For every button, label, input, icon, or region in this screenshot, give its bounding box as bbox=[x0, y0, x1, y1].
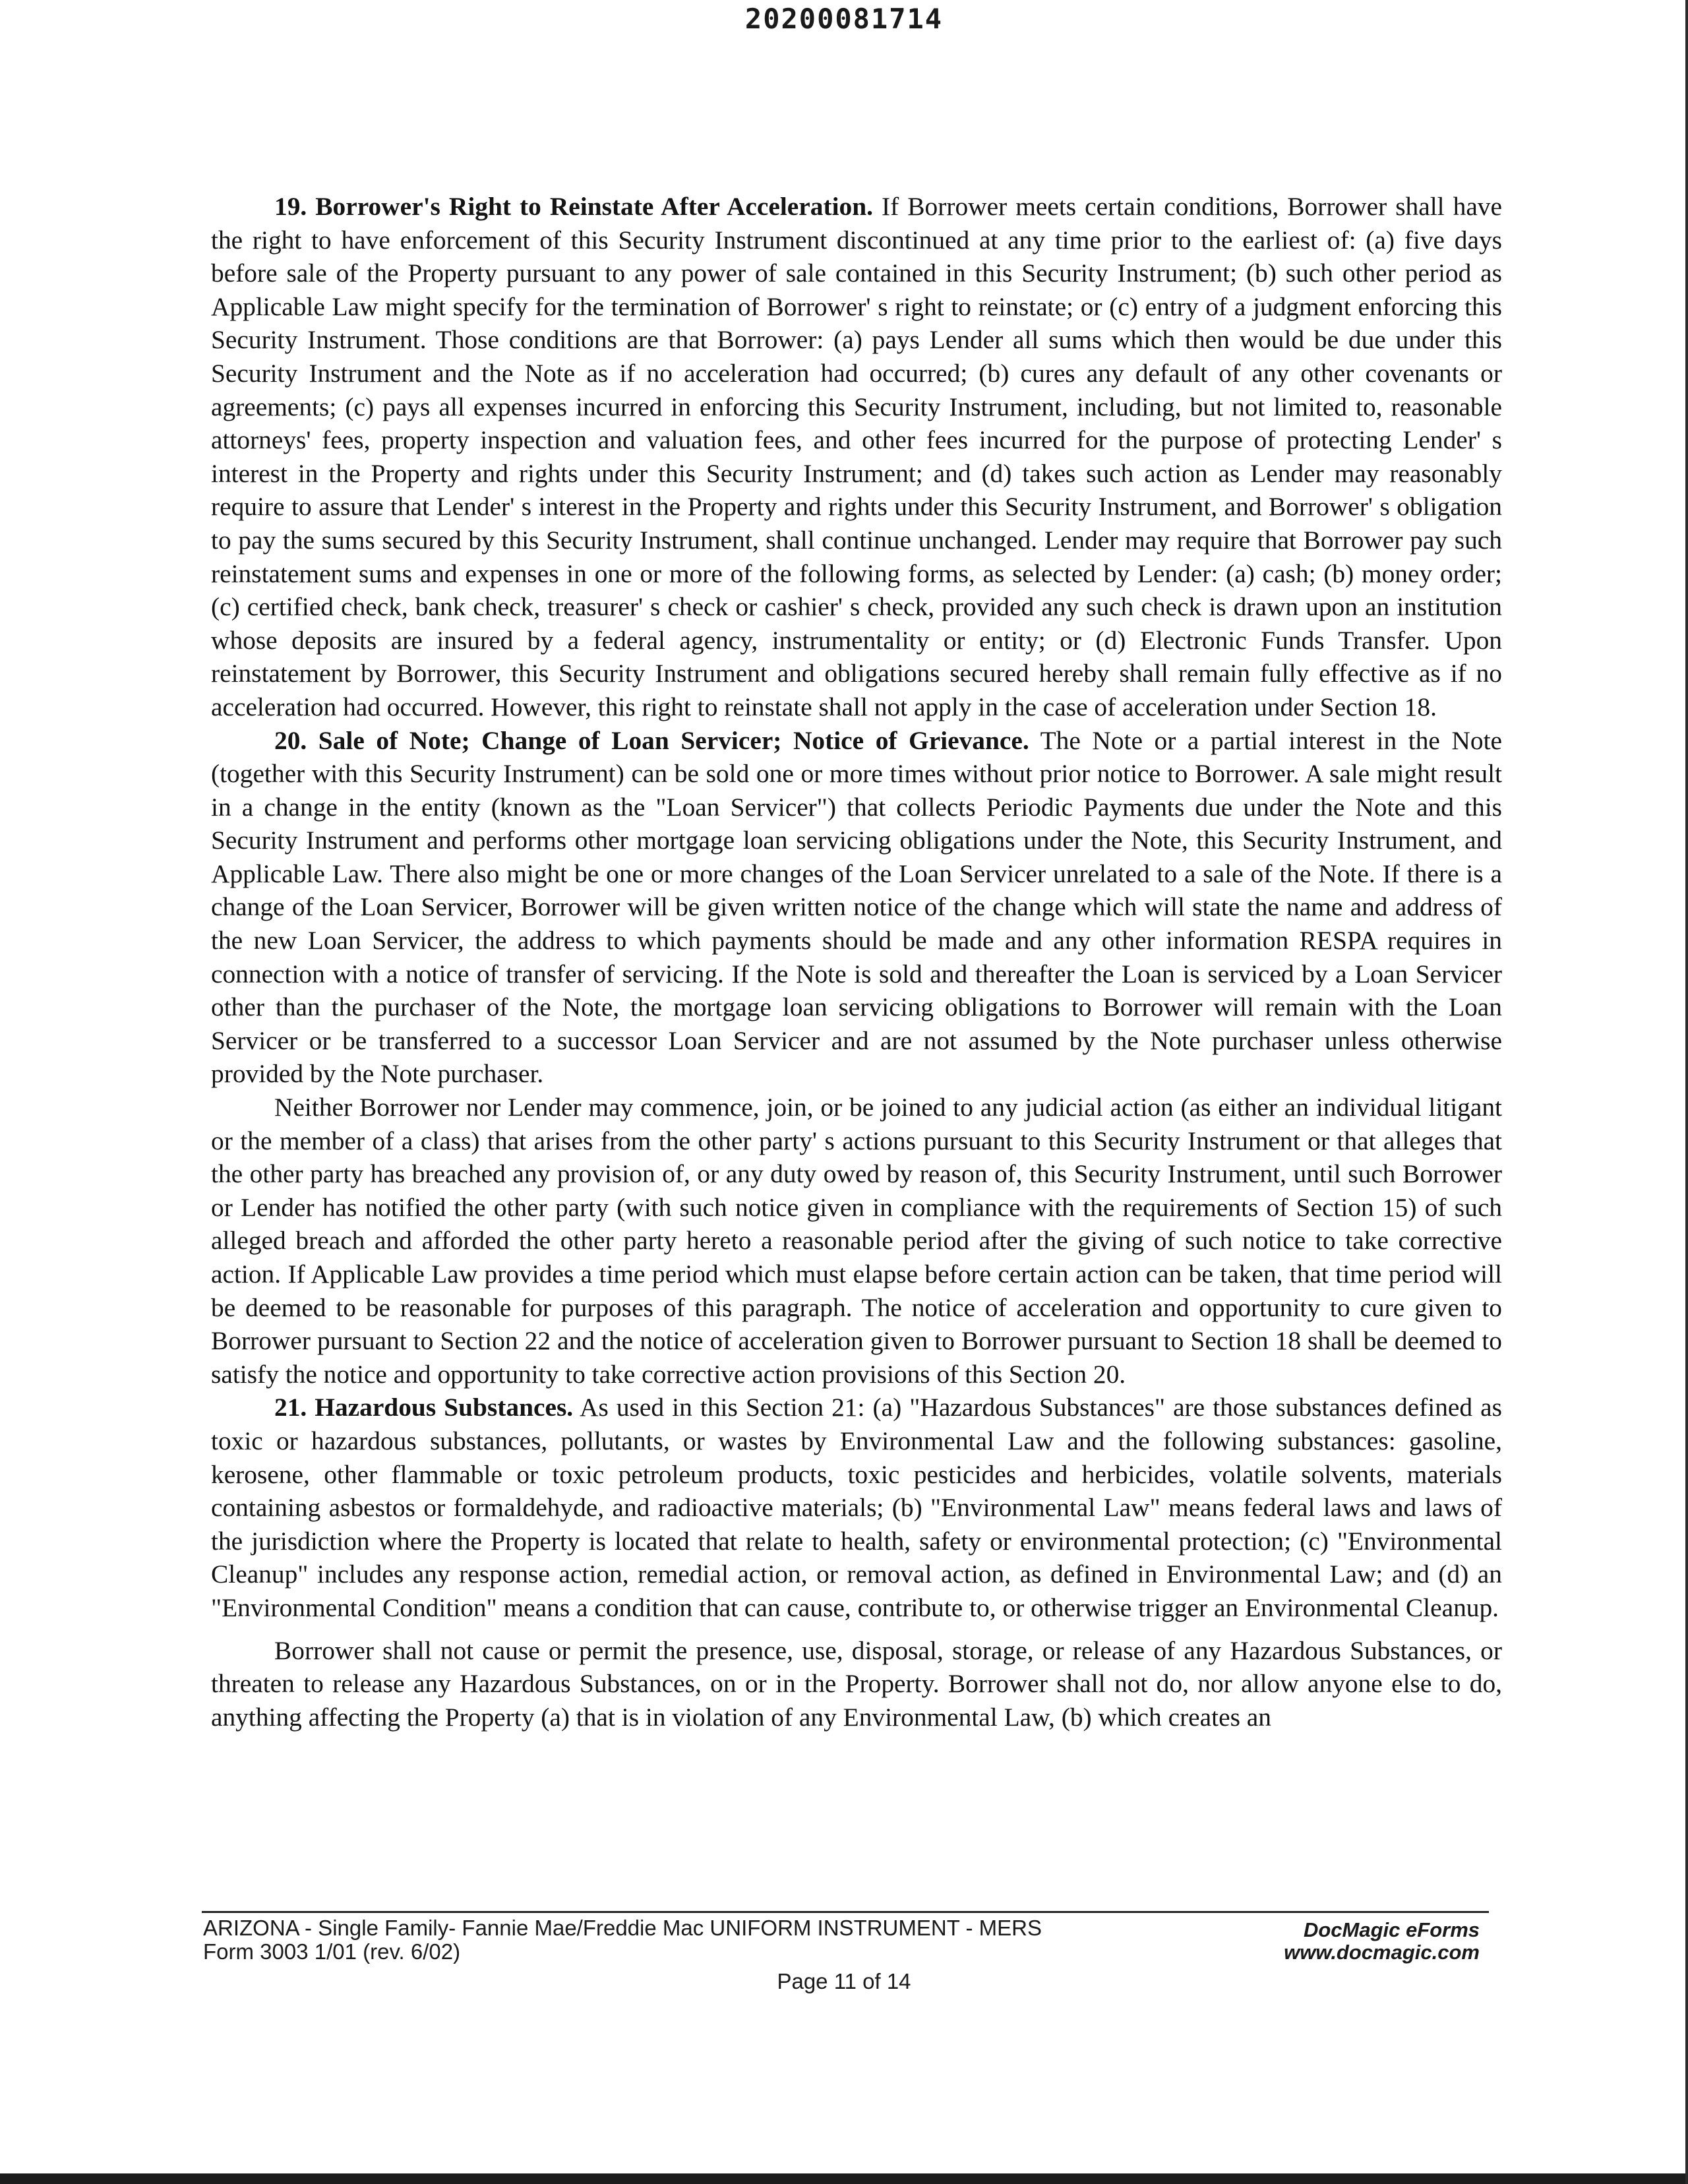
section-21-text: As used in this Section 21: (a) "Hazardous Substances" are those substances defined as toxic or hazardous substances, pollutants, or wastes by Environmental Law and the following substances: gasoline, kerosene, other flammable or toxic petroleum products, toxic pesticides and herbicides, volatile solvents, materials containing asbestos or formaldehyde, and radioactive materials; (b) "Environmental Law" means federal laws and laws of the jurisdiction where the Property is located that relate to health, safety or environmental protection; (c) "Environmental Cleanup" includes any response action, remedial action, or removal action, as defined in Environmental Law; and (d) an "Environmental Condition" means a condition that can cause, contribute to, or otherwise trigger an Environmental Cleanup. bbox=[211, 1393, 1502, 1622]
scan-edge-bottom bbox=[0, 2173, 1688, 2184]
brand-eforms: eForms bbox=[1406, 1918, 1480, 1941]
brand-name bbox=[1284, 1919, 1480, 1941]
docmagic-logo bbox=[1284, 1919, 1480, 1964]
document-number: 20200081714 bbox=[744, 3, 944, 35]
section-20-text: The Note or a partial interest in the Note (together with this Security Instrument) can be sold one or more times without prior notice to Borrower. A sale might result in a change in the entity (known as the "Loan Servicer") that collects Periodic Payments due under the Note and this Security Instrument and performs other mortgage loan servicing obligations under the Note, this Security Instrument, and Applicable Law. There also might be one or more changes of the Loan Servicer unrelated to a sale of the Note. If there is a change of the Loan Servicer, Borrower will be given written notice of the change which will state the name and address of the new Loan Servicer, the address to which payments should be made and any other information RESPA requires in connection with a notice of transfer of servicing. If the Note is sold and thereafter the Loan is serviced by a Loan Servicer other than the purchaser of the Note, the mortgage loan servicing obligations to Borrower will remain with the Loan Servicer or be transferred to a successor Loan Servicer and are not assumed by the Note purchaser unless otherwise provided by the Note purchaser. bbox=[211, 725, 1502, 1089]
section-21 bbox=[211, 1391, 1502, 1624]
section-21-heading: 21. Hazardous Substances. bbox=[274, 1393, 574, 1422]
brand-website: www.docmagic.com bbox=[1284, 1941, 1480, 1964]
section-20-paragraph-2: Neither Borrower nor Lender may commence, join, or be joined to any judicial action (as either an individual litigant or the member of a class) that arises from the other party' s actions pursuant to this Security Instrument or that alleges that the other party has breached any provision of, or any duty owed by reason of, this Security Instrument, until such Borrower or Lender has notified the other party (with such notice given in compliance with the requirements of Section 15) of such alleged breach and afforded the other party hereto a reasonable period after the giving of such notice to take corrective action. If Applicable Law provides a time period which must elapse before certain action can be taken, that time period will be deemed to be reasonable for purposes of this paragraph. The notice of acceleration and opportunity to cure given to Borrower pursuant to Section 22 and the notice of acceleration given to Borrower pursuant to Section 18 shall be deemed to satisfy the notice and opportunity to take corrective action provisions of this Section 20. bbox=[211, 1093, 1502, 1389]
form-title: ARIZONA - Single Family- Fannie Mae/Freddie Mac UNIFORM INSTRUMENT - MERS bbox=[203, 1916, 1042, 1940]
form-identifier bbox=[203, 1916, 1042, 1964]
scan-edge-right bbox=[1685, 0, 1688, 2184]
section-21-paragraph-2: Borrower shall not cause or permit the presence, use, disposal, storage, or release of any Hazardous Substances, or threaten to release any Hazardous Substances, on or in the Property. Borrower shall not do, nor allow anyone else to do, anything affecting the Property (a) that is in violation of any Environmental Law, (b) which creates an bbox=[211, 1635, 1502, 1732]
page-number: Page 11 of 14 bbox=[777, 1969, 911, 1993]
form-number: Form 3003 1/01 (rev. 6/02) bbox=[203, 1939, 461, 1964]
footer-divider bbox=[202, 1911, 1489, 1913]
section-20-heading: 20. Sale of Note; Change of Loan Servicer; Notice of Grievance. bbox=[274, 725, 1029, 755]
brand-docmagic: DocMagic bbox=[1303, 1918, 1401, 1941]
section-19-text: If Borrower meets certain conditions, Borrower shall have the right to have enforcement of this Security Instrument discontinued at any time prior to the earliest of: (a) five days before sale of the Property pursuant to any power of sale contained in this Security Instrument; (b) such other period as Applicable Law might specify for the termination of Borrower' s right to reinstate; or (c) entry of a judgment enforcing this Security Instrument. Those conditions are that Borrower: (a) pays Lender all sums which then would be due under this Security Instrument and the Note as if no acceleration had occurred; (b) cures any default of any other covenants or agreements; (c) pays all expenses incurred in enforcing this Security Instrument, including, but not limited to, reasonable attorneys' fees, property inspection and valuation fees, and other fees incurred for the purpose of protecting Lender' s interest in the Property and rights under this Security Instrument; and (d) takes such action as Lender may reasonably require to assure that Lender' s interest in the Property and rights under this Security Instrument, and Borrower' s obligation to pay the sums secured by this Security Instrument, shall continue unchanged. Lender may require that Borrower pay such reinstatement sums and expenses in one or more of the following forms, as selected by Lender: (a) cash; (b) money order; (c) certified check, bank check, treasurer' s check or cashier' s check, provided any such check is drawn upon an institution whose deposits are insured by a federal agency, instrumentality or entity; or (d) Electronic Funds Transfer. Upon reinstatement by Borrower, this Security Instrument and obligations secured hereby shall remain fully effective as if no acceleration had occurred. However, this right to reinstate shall not apply in the case of acceleration under Section 18. bbox=[211, 192, 1502, 721]
section-19-heading: 19. Borrower's Right to Reinstate After Acceleration. bbox=[274, 192, 873, 221]
section-20 bbox=[211, 724, 1502, 1091]
document-body bbox=[211, 190, 1502, 1734]
section-19 bbox=[211, 190, 1502, 724]
